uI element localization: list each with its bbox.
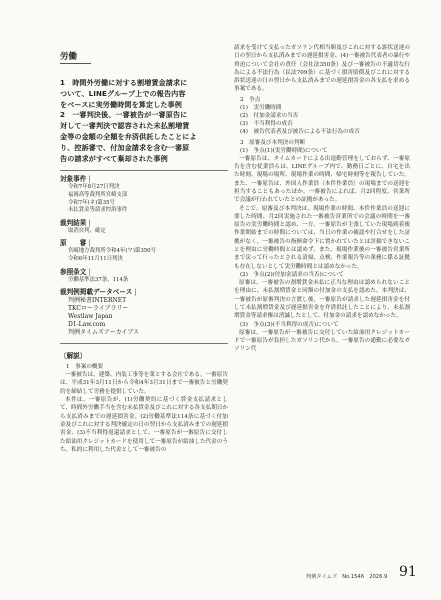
statutes-label: 参照条文 | (60, 267, 91, 276)
issue-item: (4) 被告代表者及び被告による不法行為の成否 (240, 129, 360, 136)
body-paragraph: 請求を受けて支払ったガソリン代相当額及びこれに対する訴状送達の日の翌日から支払済みまでの遅延損害金、(4)一審被告代表者の暴行や脅迫について会社の責任（会社法350条）及び一審被告の不適切な行為による不法行為（民法709条）に基づく損害賠償及びこれに対する訴状送達の日の翌日から支払済みまでの遅延損害金の各支払を求める事案である。 (234, 45, 410, 93)
issue-item: (1) 実労働時間 (240, 104, 282, 111)
statutes-block: 労働基準法37条、114条 (68, 276, 129, 283)
headline-line: ついて、LINEグループ上での報告内容 (60, 88, 186, 98)
section-label: 労働 (60, 50, 91, 64)
case-headline (60, 78, 228, 164)
issue-item: (2) 付加金請求の当否 (240, 112, 299, 119)
subsection-heading: (3) 争点(3)(不当利得の成否)について (240, 321, 339, 328)
body-paragraph: 一審被告は、建築、内装工事等を業とする会社である。一審原告は、平成31年3月11日から令和4年3月31日まで一審被告と労働契約を締結して労務を提供していた。 (60, 372, 228, 395)
subsection-heading: (1) 争点(1)(実労働時間)について (240, 147, 328, 154)
page-number: 91 (399, 564, 417, 580)
subheading: 1 事案の概要 (66, 364, 104, 371)
divider (60, 343, 228, 344)
headline-line: 2 一審判決後、一審被告が一審原告に (60, 110, 188, 120)
left-column (60, 44, 228, 454)
body-paragraph: 本件は、一審原告が、(1)労働契約に基づく賃金支払請求として、時間外労働手当を含む未払賃金及びこれに対する各支払期日から支払済みまでの遅延損害金、(2)労働基準法114条に基づく付加金及びこれに対する判決確定の日の翌日から支払済みまでの遅延損害金、(3)不当利得返還請求として、一審原告が一審原告に交付した給油用クレジットカードを使用して一審原告が給油した代金のうち、私的に利用した代金として一審被告の (60, 397, 228, 453)
body-paragraph: 原審は、一審被告の割増賃金未払に正当な理由は認められないことを理由に、未払割増賃金と同額の付加金の支払を認めた。本判決は、一審被告が原審判決の言渡し後、一審原告が請求した遅延損害金を付して未払割増賃金及び遅延損害金を弁済供託したことにより、未払割増賃金等請求権は消滅したとして、付加金の請求を認めなかった。 (234, 280, 410, 320)
headline-line: り、控訴審で、付加金請求を含む一審原 (60, 142, 190, 152)
database-label: 裁判例掲載データベース | (60, 288, 137, 297)
headline-line: をベースに実労働時間を算定した事例 (60, 99, 182, 109)
headline-line: 金等の金額の全額を弁済供託したことによ (60, 131, 197, 141)
original-trial-block: 宮崎地方裁判所令和4年(ワ)第350号 令和6年11月11日判決 (68, 248, 157, 262)
body-paragraph: 一審原告は、タイムカードによる出退勤管理をしておらず、一審原告を含む従業員らは、LINEグループ内で、勤務日ごとに、自宅を出た時刻、現場の場所、現場作業の時間、帰宅時刻等を報告していた。また、一審原告は、外国人作業員（本件作業員）の現場までの送迎を担当することもあったほか、一審被告によれば、月2回程度、営業所で会議が行われていたとの証拠があった。 (234, 155, 410, 204)
headline-line: 1 時間外労働に対する割増賃金請求に (60, 78, 188, 87)
subheading: 3 原審及び本判決の判断 (240, 139, 306, 146)
result-block: 取消自判、確定 (68, 227, 106, 234)
subsection-heading: (2) 争点(2)(付加金請求の当否)について (240, 271, 345, 278)
database-block: 判例秘書INTERNET TKCローライブラリー Westlaw Japan D1-Law.com 判例タイムズアーカイブス (68, 297, 139, 337)
headline-line: 対して一審判決で認容された未払割増賃 (60, 121, 190, 131)
divider (60, 170, 228, 171)
case-info-label: 対象事件 | (60, 175, 91, 184)
right-column (234, 44, 410, 354)
subheading: 2 争点 (240, 96, 261, 103)
journal-footer: 判例タイムズ No.1546 2026.9 (306, 574, 388, 580)
original-trial-label: 原 審 | (60, 239, 91, 248)
body-paragraph: 原審は、一審原告が一審被告に交付していた給油用クレジットカードで一審原告が負担したガソリン代から、一審原告の通勤に必要なガソリン代 (234, 329, 410, 353)
case-info-block: 令和7年8月27日判決 福岡高等裁判所宮崎支部 令和7年(ネ)第35号 未払賃金等請求控訴事件 (68, 184, 128, 214)
commentary-label: 〔解説〕 (60, 352, 87, 361)
headline-line: 告の請求がすべて棄却された事例 (60, 153, 168, 163)
body-paragraph: そこで、原審及び本判決は、現場作業の時間、本件作業員の送迎に要した時間、月2回実施された一審被告営業所での会議の時間を一審原告の実労働時間と認め、一方、一審原告が主張していた現場到着後作業開始までの時間については、当日の作業の確認や打合せをした証拠がなく、一審被告の指揮命令下に置かれていたとは評価できないことを理由に労働時間とは認めず、また、現場作業後の一審被告営業所まで戻って行ったとされる清掃、点検、作業報告等の業務に係る証拠も存在しないとして実労働時間とは認めなかった。 (234, 205, 410, 270)
issue-item: (3) 不当利得の成否 (240, 121, 293, 128)
result-label: 裁判結果 | (60, 218, 91, 227)
